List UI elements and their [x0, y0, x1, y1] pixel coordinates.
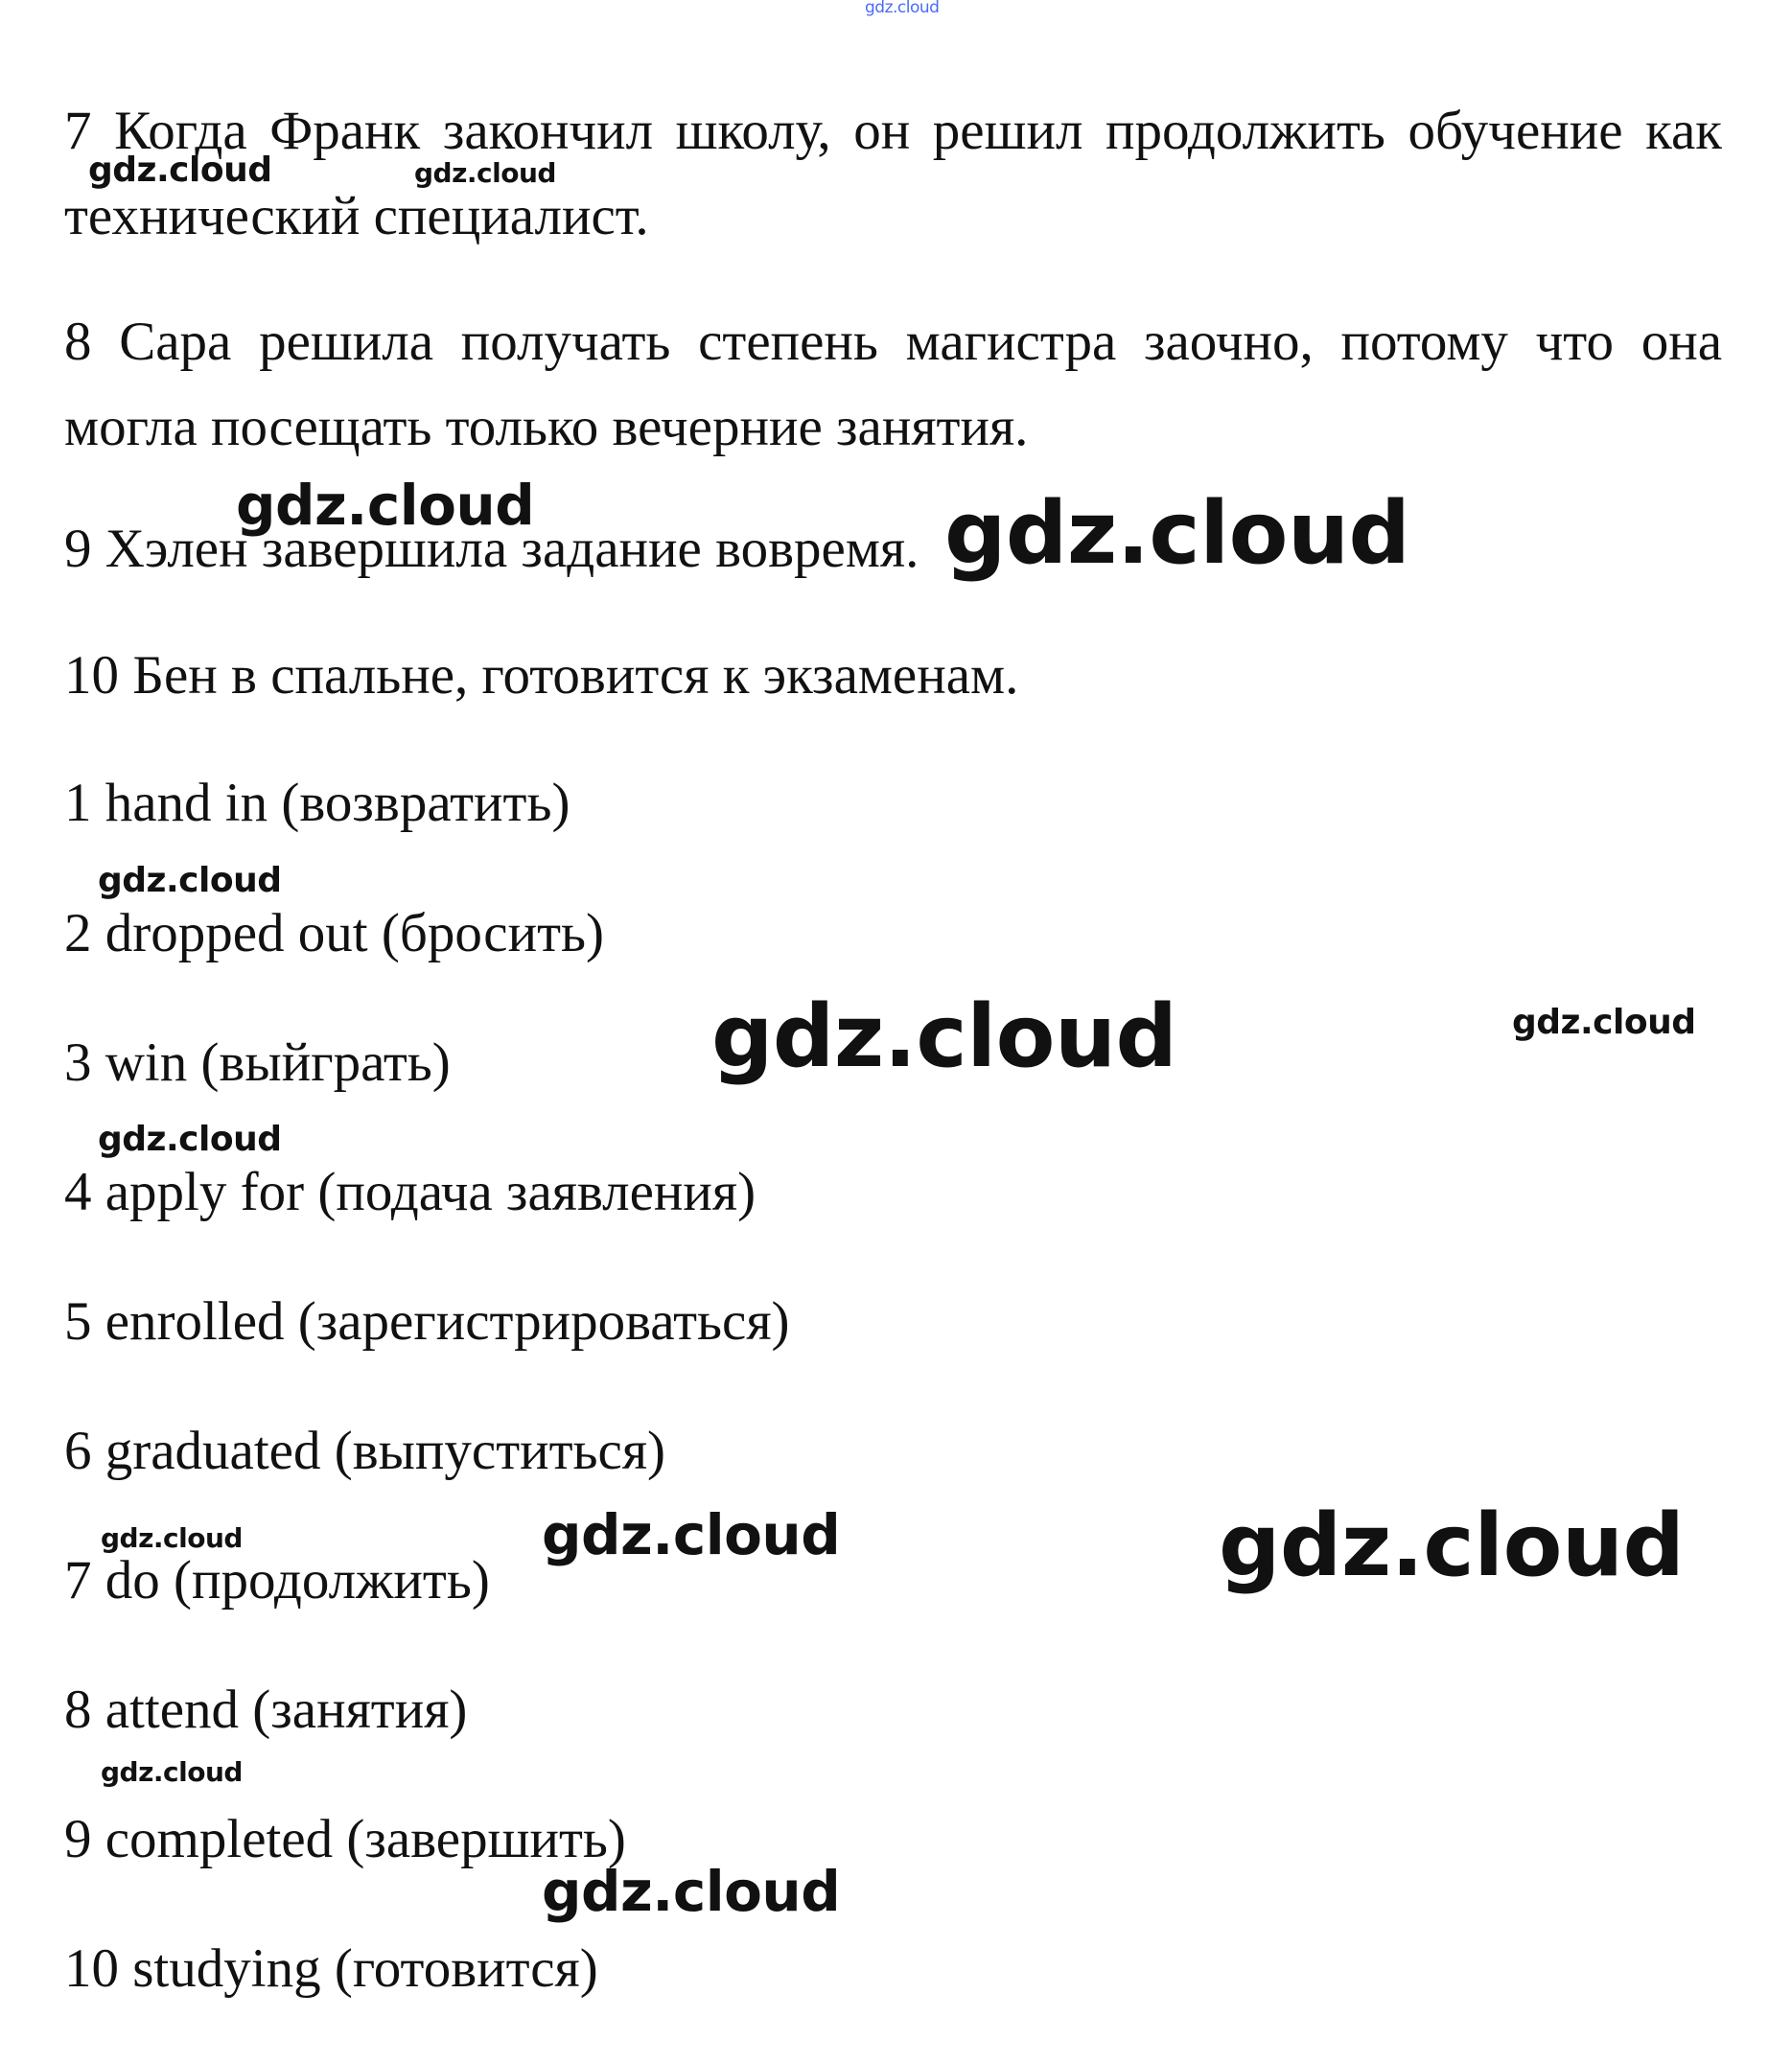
- answer-10: 10 studying (готовится): [64, 1938, 598, 1999]
- watermark: gdz.cloud: [542, 1502, 841, 1567]
- watermark: gdz.cloud: [101, 1522, 243, 1554]
- watermark: gdz.cloud: [865, 0, 940, 17]
- sentence-7-line-1: 7 Когда Франк закончил школу, он решил продолжить обучение как: [64, 101, 1722, 161]
- watermark: gdz.cloud: [414, 157, 556, 189]
- answer-6: 6 graduated (выпуститься): [64, 1421, 666, 1481]
- answer-4: 4 apply for (подача заявления): [64, 1162, 756, 1222]
- watermark: gdz.cloud: [88, 151, 272, 190]
- sentence-8-line-2: могла посещать только вечерние занятия.: [64, 397, 1029, 457]
- watermark: gdz.cloud: [944, 483, 1410, 584]
- sentence-10: 10 Бен в спальне, готовится к экзаменам.: [64, 645, 1019, 706]
- answer-1: 1 hand in (возвратить): [64, 773, 570, 833]
- sentence-7-line-2: технический специалист.: [64, 186, 649, 246]
- watermark: gdz.cloud: [236, 473, 535, 538]
- watermark: gdz.cloud: [542, 1859, 841, 1924]
- answer-8: 8 attend (занятия): [64, 1680, 468, 1740]
- watermark: gdz.cloud: [1219, 1495, 1685, 1596]
- answer-2: 2 dropped out (бросить): [64, 903, 604, 963]
- answer-3: 3 win (выйграть): [64, 1032, 451, 1093]
- answer-5: 5 enrolled (зарегистрироваться): [64, 1291, 790, 1352]
- watermark: gdz.cloud: [98, 861, 282, 900]
- watermark: gdz.cloud: [98, 1120, 282, 1159]
- watermark: gdz.cloud: [711, 986, 1177, 1087]
- sentence-9: 9 Хэлен завершила задание вовремя.: [64, 519, 919, 579]
- watermark: gdz.cloud: [1512, 1003, 1696, 1042]
- answer-7: 7 do (продолжить): [64, 1550, 490, 1611]
- sentence-8-line-1: 8 Сара решила получать степень магистра заочно, потому что она: [64, 312, 1722, 372]
- answer-9: 9 completed (завершить): [64, 1809, 626, 1869]
- watermark: gdz.cloud: [101, 1756, 243, 1788]
